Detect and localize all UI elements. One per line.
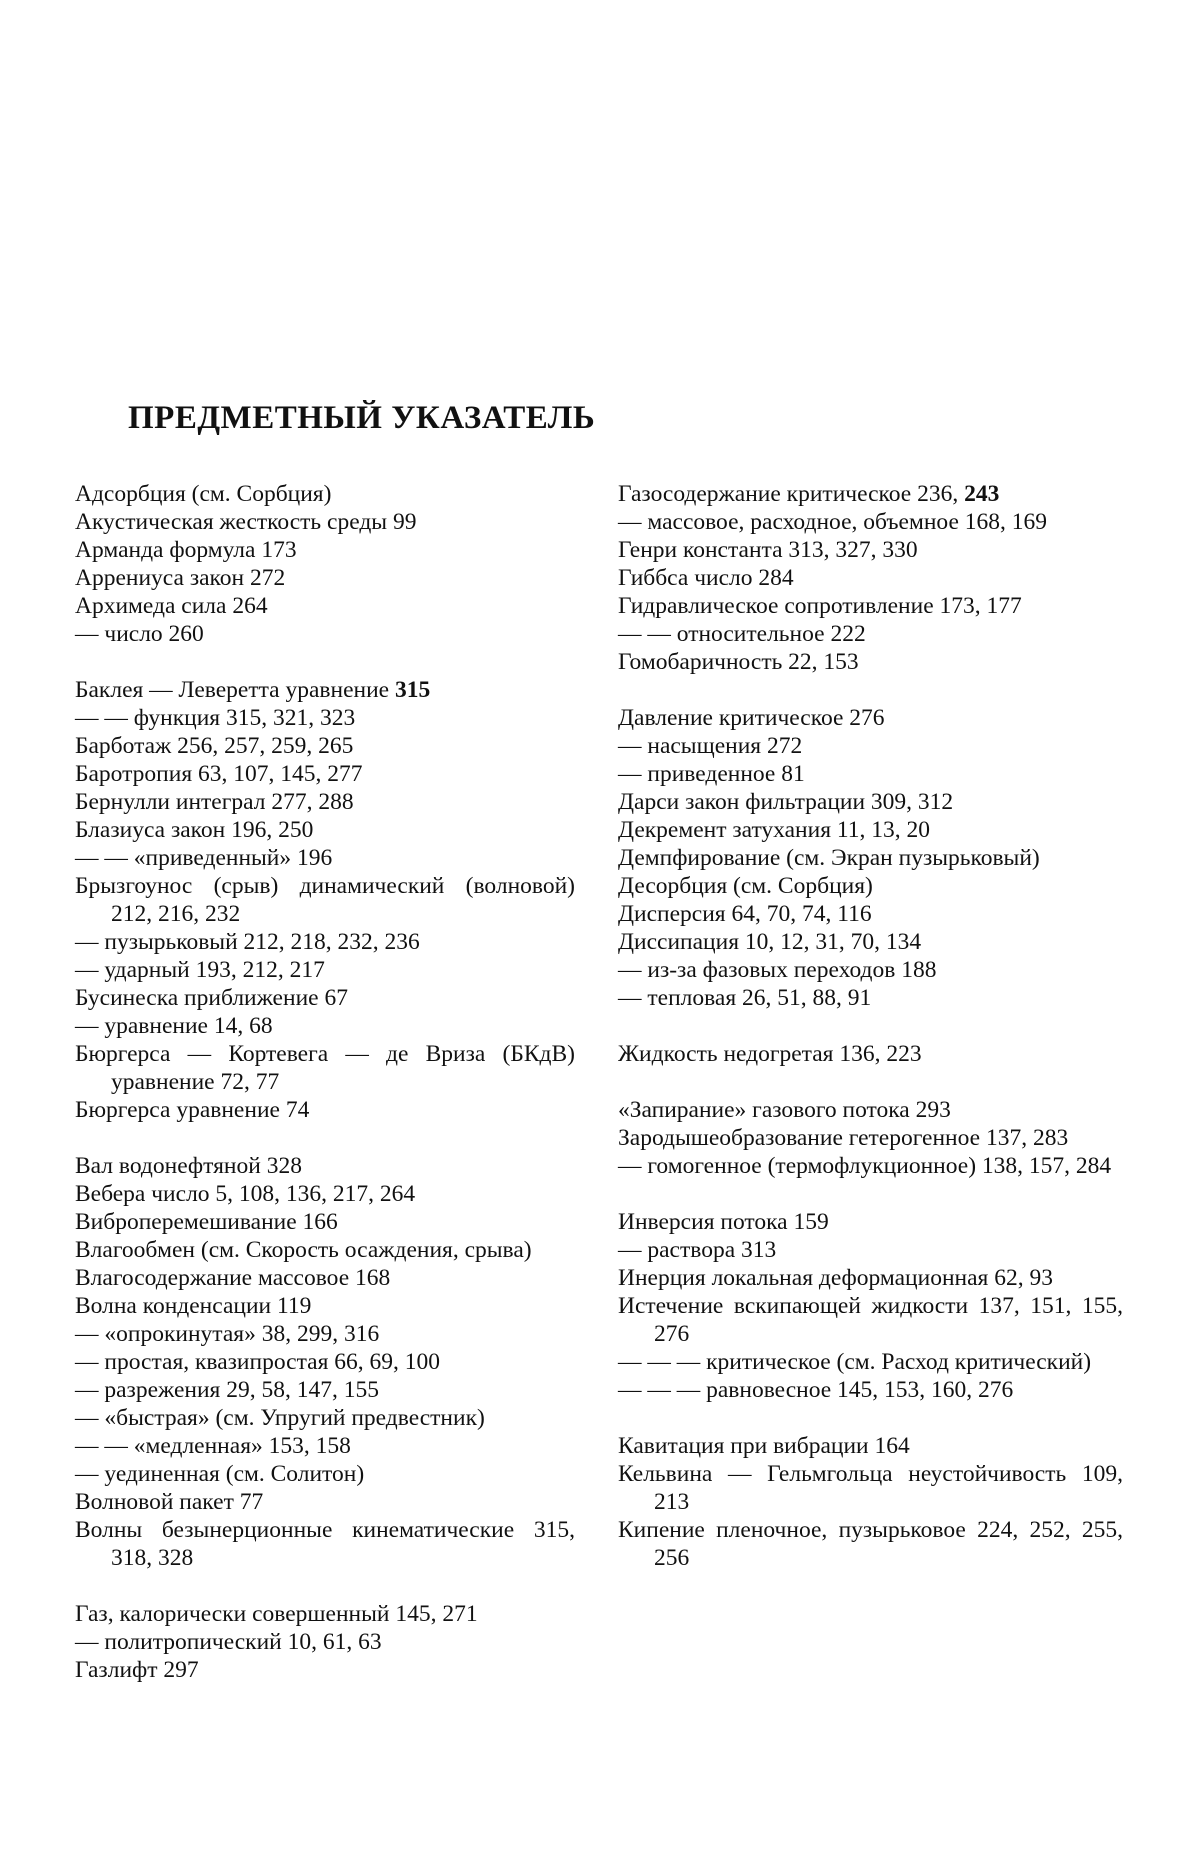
- index-entry-text: — уравнение 14, 68: [75, 1013, 273, 1039]
- index-entry: [618, 1152, 1123, 1180]
- index-entry-text: Баротропия 63, 107, 145, 277: [75, 761, 363, 787]
- index-entry-text: Бюргерса — Кортевега — де Вриза (БКдВ) уравнение 72, 77: [75, 1041, 575, 1095]
- index-entry: [75, 1012, 575, 1040]
- index-entry-text: — «быстрая» (см. Упругий предвестник): [75, 1405, 485, 1431]
- index-entry: [75, 676, 575, 704]
- index-entry: [75, 1348, 575, 1376]
- index-entry: [618, 620, 1123, 648]
- index-letter-group: [75, 676, 575, 1124]
- index-entry-text: Блазиуса закон 196, 250: [75, 817, 314, 843]
- index-entry-text: Газлифт 297: [75, 1657, 199, 1683]
- index-entry-text: Бусинеска приближение 67: [75, 985, 348, 1011]
- index-entry-text: Виброперемешивание 166: [75, 1209, 338, 1235]
- index-entry-text: Бернулли интеграл 277, 288: [75, 789, 354, 815]
- index-entry-text: Волна конденсации 119: [75, 1293, 312, 1319]
- index-entry-text: — тепловая 26, 51, 88, 91: [618, 985, 872, 1011]
- index-entry: [75, 1096, 575, 1124]
- index-entry-text: Бюргерса уравнение 74: [75, 1097, 310, 1123]
- index-entry-text: Дарси закон фильтрации 309, 312: [618, 789, 954, 815]
- page-title: ПРЕДМЕТНЫЙ УКАЗАТЕЛЬ: [128, 400, 596, 436]
- index-entry: [75, 984, 575, 1012]
- index-entry: [618, 1208, 1123, 1236]
- index-entry-text: Гидравлическое сопротивление 173, 177: [618, 593, 1022, 619]
- index-entry: [618, 788, 1123, 816]
- index-entry-text: — политропический 10, 61, 63: [75, 1629, 382, 1655]
- index-entry-text: Гиббса число 284: [618, 565, 794, 591]
- index-entry: [618, 956, 1123, 984]
- index-entry: [75, 1488, 575, 1516]
- index-entry-text: Арманда формула 173: [75, 537, 297, 563]
- index-entry: [75, 1180, 575, 1208]
- index-entry-text: — массовое, расходное, объемное 168, 169: [618, 509, 1048, 535]
- index-entry-text: Волны безынерционные кинематические 315, 318, 328: [75, 1517, 575, 1571]
- index-entry: [75, 1320, 575, 1348]
- index-entry: [618, 984, 1123, 1012]
- index-entry: [618, 648, 1123, 676]
- index-entry: [618, 704, 1123, 732]
- index-entry-text: Вал водонефтяной 328: [75, 1153, 302, 1179]
- index-entry: [75, 1040, 575, 1096]
- index-entry: [75, 872, 575, 928]
- index-entry-text: Газ, калорически совершенный 145, 271: [75, 1601, 478, 1627]
- index-entry: [618, 1348, 1123, 1376]
- index-entry: [75, 1152, 575, 1180]
- index-entry-text: Баклея — Леверетта уравнение: [75, 677, 395, 703]
- index-entry: [75, 564, 575, 592]
- index-entry-text: — «опрокинутая» 38, 299, 316: [75, 1321, 380, 1347]
- index-entry: [618, 816, 1123, 844]
- index-entry-text: Кельвина — Гельмгольца неустойчивость 109, 213: [618, 1461, 1123, 1515]
- index-entry-text: Зародышеобразование гетерогенное 137, 283: [618, 1125, 1069, 1151]
- index-entry: [75, 1404, 575, 1432]
- index-entry: [618, 480, 1123, 508]
- index-entry: [618, 1236, 1123, 1264]
- index-entry: [618, 1432, 1123, 1460]
- index-entry-text: — простая, квазипростая 66, 69, 100: [75, 1349, 441, 1375]
- index-letter-group: [618, 1432, 1123, 1572]
- index-entry-text: — — функция 315, 321, 323: [75, 705, 356, 731]
- index-entry: [618, 1460, 1123, 1516]
- index-entry-text: — насыщения 272: [618, 733, 803, 759]
- index-entry: [75, 1236, 575, 1264]
- index-entry: [75, 1208, 575, 1236]
- index-entry: [75, 1264, 575, 1292]
- index-entry: [75, 1292, 575, 1320]
- index-column-left: [75, 480, 575, 1684]
- index-entry-text: — гомогенное (термофлукционное) 138, 157, 284: [618, 1153, 1112, 1179]
- index-entry-text: Генри константа 313, 327, 330: [618, 537, 918, 563]
- index-entry: [618, 844, 1123, 872]
- index-entry: [75, 480, 575, 508]
- index-entry-text: — уединенная (см. Солитон): [75, 1461, 365, 1487]
- index-entry: [618, 1376, 1123, 1404]
- index-entry: [618, 1124, 1123, 1152]
- index-entry: [75, 928, 575, 956]
- index-entry: [75, 1600, 575, 1628]
- index-letter-group: [618, 1208, 1123, 1404]
- index-entry-text: Вебера число 5, 108, 136, 217, 264: [75, 1181, 416, 1207]
- index-entry-text: Брызгоунос (срыв) динамический (волновой) 212, 216, 232: [75, 873, 575, 927]
- index-letter-group: [75, 480, 575, 648]
- index-entry-text: — — «приведенный» 196: [75, 845, 333, 871]
- index-entry: [618, 872, 1123, 900]
- index-entry: [618, 536, 1123, 564]
- index-entry: [75, 592, 575, 620]
- index-entry-text: Акустическая жесткость среды 99: [75, 509, 417, 535]
- index-entry-bold-page: 243: [964, 481, 1000, 507]
- index-entry: [618, 900, 1123, 928]
- index-entry: [618, 1264, 1123, 1292]
- index-entry-text: Барботаж 256, 257, 259, 265: [75, 733, 354, 759]
- index-entry: [75, 956, 575, 984]
- index-entry-text: — приведенное 81: [618, 761, 805, 787]
- index-entry: [75, 1432, 575, 1460]
- index-entry-text: — раствора 313: [618, 1237, 777, 1263]
- index-entry-text: — разрежения 29, 58, 147, 155: [75, 1377, 379, 1403]
- index-entry-text: Гомобаричность 22, 153: [618, 649, 859, 675]
- index-entry-text: — — — критическое (см. Расход критический): [618, 1349, 1092, 1375]
- index-entry: [75, 732, 575, 760]
- index-entry-text: — — относительное 222: [618, 621, 866, 647]
- index-entry: [75, 1376, 575, 1404]
- index-entry: [618, 1096, 1123, 1124]
- index-entry: [618, 1040, 1123, 1068]
- index-entry-text: Кавитация при вибрации 164: [618, 1433, 910, 1459]
- index-entry-text: Десорбция (см. Сорбция): [618, 873, 873, 899]
- index-entry-text: Дисперсия 64, 70, 74, 116: [618, 901, 872, 927]
- index-entry: [618, 928, 1123, 956]
- index-entry: [75, 816, 575, 844]
- index-entry: [75, 704, 575, 732]
- index-entry: [75, 1628, 575, 1656]
- index-entry: [75, 1656, 575, 1684]
- index-letter-group: [618, 704, 1123, 1012]
- index-entry-text: Демпфирование (см. Экран пузырьковый): [618, 845, 1040, 871]
- index-entry-text: Влагосодержание массовое 168: [75, 1265, 391, 1291]
- index-entry: [618, 592, 1123, 620]
- index-entry: [75, 620, 575, 648]
- index-entry: [618, 1516, 1123, 1572]
- index-entry-text: — пузырьковый 212, 218, 232, 236: [75, 929, 420, 955]
- index-entry-text: Волновой пакет 77: [75, 1489, 264, 1515]
- index-entry-text: Декремент затухания 11, 13, 20: [618, 817, 931, 843]
- index-entry: [75, 844, 575, 872]
- index-entry: [618, 732, 1123, 760]
- index-entry: [618, 760, 1123, 788]
- index-entry: [618, 564, 1123, 592]
- index-entry-text: Инверсия потока 159: [618, 1209, 829, 1235]
- index-entry-text: — ударный 193, 212, 217: [75, 957, 325, 983]
- index-entry-text: Влагообмен (см. Скорость осаждения, срыва): [75, 1237, 532, 1263]
- index-entry: [75, 1516, 575, 1572]
- index-entry-text: — число 260: [75, 621, 204, 647]
- index-entry-bold-page: 315: [394, 677, 431, 703]
- index-entry-text: Адсорбция (см. Сорбция): [75, 481, 332, 507]
- index-letter-group: [618, 1040, 1123, 1068]
- index-entry-text: Кипение пленочное, пузырьковое 224, 252, 255, 256: [618, 1517, 1123, 1571]
- index-entry: [75, 1460, 575, 1488]
- index-entry: [75, 788, 575, 816]
- index-entry: [618, 508, 1123, 536]
- index-entry-text: Истечение вскипающей жидкости 137, 151, 155, 276: [618, 1293, 1123, 1347]
- index-column-right: [618, 480, 1123, 1572]
- index-entry: [75, 508, 575, 536]
- index-entry-text: — из-за фазовых переходов 188: [618, 957, 937, 983]
- index-entry: [75, 536, 575, 564]
- index-entry-text: «Запирание» газового потока 293: [618, 1097, 951, 1123]
- index-entry-text: Диссипация 10, 12, 31, 70, 134: [618, 929, 922, 955]
- index-entry-text: — — «медленная» 153, 158: [75, 1433, 351, 1459]
- index-entry-text: — — — равновесное 145, 153, 160, 276: [618, 1377, 1014, 1403]
- index-entry-text: Жидкость недогретая 136, 223: [618, 1041, 922, 1067]
- index-entry-text: Аррениуса закон 272: [75, 565, 286, 591]
- index-entry: [618, 1292, 1123, 1348]
- index-letter-group: [75, 1600, 575, 1684]
- index-letter-group: [618, 480, 1123, 676]
- index-entry-text: Давление критическое 276: [618, 705, 885, 731]
- index-entry-text: Архимеда сила 264: [75, 593, 268, 619]
- index-letter-group: [618, 1096, 1123, 1180]
- index-entry-text: Газосодержание критическое 236,: [618, 481, 965, 507]
- index-entry-text: Инерция локальная деформационная 62, 93: [618, 1265, 1053, 1291]
- index-letter-group: [75, 1152, 575, 1572]
- index-entry: [75, 760, 575, 788]
